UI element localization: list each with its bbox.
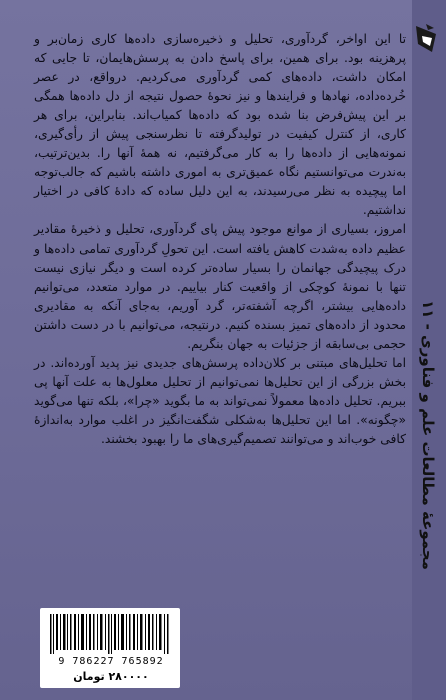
publisher-logo-icon xyxy=(412,22,440,58)
blurb-paragraph: اما تحلیل‌های مبتنی بر کلان‌داده پرسش‌های جدیدی نیز پدید آورده‌اند. در بخش بزرگی از این تحلیل‌ها نمی‌توانیم از تحلیل معلول‌ها به علت آنها پی ببریم. تحلیل داده‌ها معمولاً نمی‌تواند به ما بگوید «چرا»، بلکه تنها می‌گوید «چگونه». اما این تحلیل‌ها به‌شکلی شگفت‌انگیز در اغلب موارد به‌اندازهٔ کافی خوب‌اند و می‌توانند تصمیم‌گیری‌های ما را بهبود بخشند. xyxy=(34,355,406,446)
barcode-box xyxy=(40,608,180,688)
series-title: مجموعهٔ مطالعات علم و فناوری - ۱۱ xyxy=(419,300,437,570)
blurb-paragraph: تا این اواخر، گردآوری، تحلیل و ذخیره‌سازی داده‌ها کاری زمان‌بر و پرهزینه بود. برای همین، برای پاسخ دادن به پرسش‌هایمان، تا جایی که امکان داشت، داده‌های کمی گردآوری می‌کردیم. درواقع، در عصر خُرده‌داده، نهادها و فرایندها و نیز نحوهٔ حصول نتیجه از دل داده‌ها همگی بر این پیش‌فرض بنا شده بود که داده‌ها کمیاب‌اند. بنابراین، برای هر کاری، از کنترل کیفیت در تولیدگرفته تا نظرسنجی پیش از رأی‌گیری، نمونه‌هایی از داده‌ها را به کار می‌گرفتیم، نه همهٔ آنها را. بدین‌ترتیب، به‌ندرت می‌توانستیم نگاه عمیق‌تری به اموری داشته باشیم که جالب‌توجه اما پیچیده به نظر می‌رسیدند، به این دلیل ساده که دادهٔ کافی در اختیار نداشتیم. xyxy=(34,32,406,218)
blurb-text xyxy=(34,30,406,449)
barcode-icon xyxy=(50,614,170,654)
price-label: ۲۸۰۰۰۰ تومان xyxy=(73,670,149,683)
barcode-number: 9 786227 765892 xyxy=(58,656,164,667)
blurb-paragraph: امروز، بسیاری از موانع موجود پیش پای گردآوری، تحلیل و ذخیرهٔ مقادیر عظیم داده به‌شدت کاهش یافته است. این تحولِ گردآوری تمامی داده‌ها و درک پیچیدگی جهانمان را بسیار ساده‌تر کرده است و دیگر نیازی نیست تنها با نمونهٔ کوچکی از واقعیت کنار بیاییم. در موارد متعدد، می‌توانیم داده‌هایی بیشتر، اگرچه آشفته‌تر، گرد آوریم، به‌جای آنکه به مقادیری محدود از داده‌های تمیز بسنده کنیم. درنتیجه، می‌توانیم با در دست داشتن حجمی بی‌سابقه از جزئیات به جهان بنگریم. xyxy=(34,222,406,351)
